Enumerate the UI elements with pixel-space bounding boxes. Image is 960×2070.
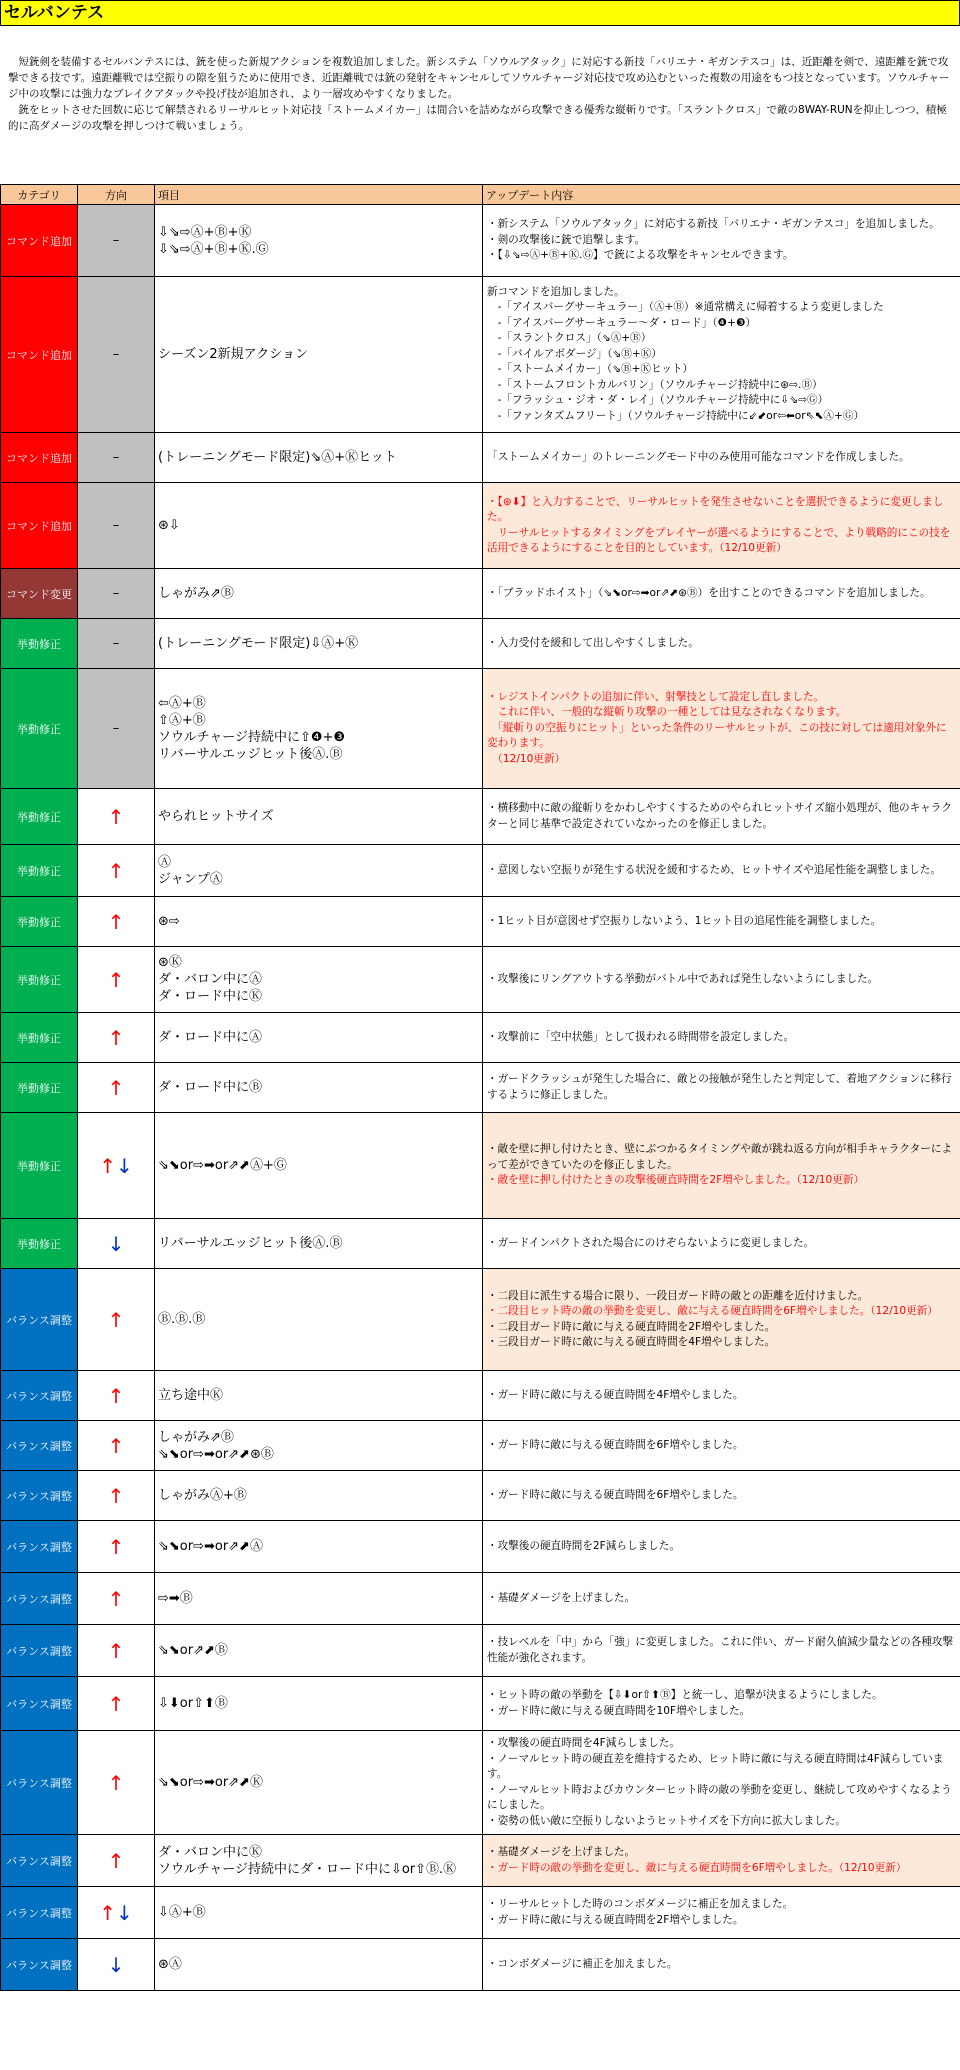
arrow-up-icon: ↑ [107,1638,125,1663]
content-line: ・二段目に派生する場合に限り、一段目ガード時の敵との距離を近付けました。 [487,1289,869,1302]
header-content: アップデート内容 [483,185,960,205]
table-row [1,669,960,789]
arrow-up-icon: ↑ [107,1691,125,1716]
direction-cell [78,947,155,1013]
content-line: ・攻撃後の硬直時間を2F減らしました。 [487,1539,680,1552]
table-row [1,947,960,1013]
content-line: ・敵を壁に押し付けたとき、壁にぶつかるタイミングや敵が跳ね返る方向が相手キャラクターによって差ができていたのを修正しました。 [487,1143,953,1171]
content-line: -「スラントクロス」（⇘Ⓐ+Ⓑ） [487,332,652,345]
direction-cell [78,1731,155,1835]
arrow-down-icon: ↓ [116,1153,133,1178]
content-cell [483,1625,960,1677]
direction-cell [78,789,155,845]
content-line: 「縦斬りの空振りにヒット」といった条件のリーサルヒットが、この技に対しては適用対象外に変わります。 [487,721,947,750]
arrow-up-icon: ↑ [107,909,125,934]
arrow-up-icon: ↑ [107,967,125,992]
table-row [1,569,960,619]
content-line: ・「ブラッドホイスト」（⇘⬊or⇨➡or⇗⬈⊛Ⓑ）を出すことのできるコマンドを追加しました。 [487,586,931,599]
table-row [1,1731,960,1835]
arrow-up-icon: ↑ [107,1383,125,1408]
direction-cell [78,1063,155,1113]
direction-cell [78,1939,155,1991]
item-cell: ⇩⬇or⇧⬆Ⓑ [155,1677,483,1731]
item-cell: ⊛⇨ [155,897,483,947]
direction-cell [78,1835,155,1887]
item-cell: しゃがみ⇗Ⓑ ⇘⬊or⇨➡or⇗⬈⊛Ⓑ [155,1421,483,1471]
category-cell: コマンド変更 [1,569,78,619]
item-cell: Ⓐ ジャンプⒶ [155,845,483,897]
content-line: ・入力受付を緩和して出しやすくしました。 [487,636,699,649]
category-cell: バランス調整 [1,1421,78,1471]
direction-cell [78,1625,155,1677]
content-cell [483,1521,960,1573]
content-cell [483,1013,960,1063]
category-cell: コマンド追加 [1,205,78,277]
item-cell: シーズン2新規アクション [155,277,483,433]
direction-cell [78,1887,155,1939]
category-cell: 挙動修正 [1,1219,78,1269]
direction-cell [78,1219,155,1269]
table-row [1,897,960,947]
content-line: ・攻撃前に「空中状態」として扱われる時間帯を設定しました。 [487,1030,795,1043]
content-cell [483,1835,960,1887]
content-cell [483,1269,960,1371]
content-line: ・1ヒット目が意図せず空振りしないよう、1ヒット目の追尾性能を調整しました。 [487,914,882,927]
item-cell: 立ち途中Ⓚ [155,1371,483,1421]
arrow-up-icon: ↑ [99,1900,116,1925]
direction-cell [78,1113,155,1219]
table-row [1,789,960,845]
content-line: （12/10更新） [487,752,566,765]
arrow-up-icon: ↑ [99,1153,116,1178]
arrow-up-icon: ↑ [107,858,125,883]
content-line: ・技レベルを「中」から「強」に変更しました。これに伴い、ガード耐久値減少量などの各種攻撃性能が強化されます。 [487,1636,954,1664]
table-row [1,1521,960,1573]
content-line: ・ノーマルヒット時の硬直差を維持するため、ヒット時に敵に与える硬直時間は4F減らしています。 [487,1752,944,1780]
category-cell: 挙動修正 [1,845,78,897]
item-cell: ⇩Ⓐ+Ⓑ [155,1887,483,1939]
content-line: -「ファンタズムフリート」（ソウルチャージ持続中に⇙⬋or⇦⬅or⇖⬉Ⓐ+Ⓖ） [487,409,865,422]
direction-cell [78,897,155,947]
category-cell: コマンド追加 [1,433,78,483]
table-row [1,1625,960,1677]
table-row [1,1887,960,1939]
item-cell: (トレーニングモード限定)⇩Ⓐ+Ⓚ [155,619,483,669]
page-title: セルバンテス [0,0,960,26]
category-cell: バランス調整 [1,1835,78,1887]
content-line: -「バイルアボダージ」（⇘Ⓑ+Ⓚ） [487,347,662,360]
direction-cell [78,845,155,897]
arrow-up-icon: ↑ [107,1075,125,1100]
table-row [1,1421,960,1471]
item-cell: ⇘⬊or⇨➡or⇗⬈Ⓐ+Ⓖ [155,1113,483,1219]
content-cell [483,1677,960,1731]
content-cell [483,277,960,433]
table-row [1,1573,960,1625]
arrow-up-icon: ↑ [107,1025,125,1050]
content-cell [483,789,960,845]
item-cell: ⊛Ⓚ ダ・バロン中にⒶ ダ・ロード中にⓀ [155,947,483,1013]
content-cell [483,1063,960,1113]
arrow-up-icon: ↑ [107,1848,125,1873]
content-line: ・ガードインパクトされた場合にのけぞらないように変更しました。 [487,1236,815,1249]
direction-cell [78,1013,155,1063]
category-cell: バランス調整 [1,1939,78,1991]
intro-paragraph-2: 銃をヒットさせた回数に応じて解禁されるリーサルヒット対応技「ストームメイカー」は間合いを詰めながら攻撃できる優秀な縦斬りです。「スラントクロス」で敵の8WAY-RUNを抑止しつつ、積極的に高ダメージの攻撃を押しつけて戦いましょう。 [8,104,947,132]
content-line: -「ストームメイカー」（⇘Ⓑ+Ⓚヒット） [487,363,694,376]
header-direction: 方向 [78,185,155,205]
table-row [1,1371,960,1421]
item-cell: Ⓑ.Ⓑ.Ⓑ [155,1269,483,1371]
content-line: これに伴い、一般的な縦斬り攻撃の一種としては見なされなくなります。 [487,706,847,719]
direction-cell [78,1371,155,1421]
category-cell: 挙動修正 [1,1063,78,1113]
item-cell: やられヒットサイズ [155,789,483,845]
content-line: ・ガード時に敵に与える硬直時間を2F増やしました。 [487,1913,744,1926]
content-line: ・ノーマルヒット時およびカウンターヒット時の敵の挙動を変更し、継続して攻めやすくなるようにしました。 [487,1783,952,1811]
intro-paragraph-1: 短銃剣を装備するセルバンテスには、銃を使った新規アクションを複数追加しました。新システム「ソウルアタック」に対応する新技「バリエナ・ギガンテスコ」は、近距離を剣で、遠距離を銃で攻撃できる技です。遠距離戦では空振りの隙を狙うために使用でき、近距離戦では銃の発射をキャンセルしてソウルチャージ対応技で攻め込むといった複数の用途をもつ技となっています。ソウルチャージ中の攻撃には強力なブレイクアタックや投げ技が追加され、より一層攻めやすくなりました。 [8,56,950,100]
direction-cell [78,1471,155,1521]
content-cell [483,1219,960,1269]
content-line: ・ガードクラッシュが発生した場合に、敵との接触が発生したと判定して、着地アクションに移行するように修正しました。 [487,1073,952,1101]
content-cell [483,1421,960,1471]
content-line: ・二段目ガード時に敵に与える硬直時間を2F増やしました。 [487,1320,776,1333]
category-cell: バランス調整 [1,1731,78,1835]
content-line: -「アイスバーグサーキュラー」（Ⓐ+Ⓑ）※通常構えに帰着するよう変更しました [487,301,884,314]
direction-cell [78,1573,155,1625]
content-cell [483,1371,960,1421]
category-cell: 挙動修正 [1,1013,78,1063]
direction-cell [78,1521,155,1573]
direction-cell: – [78,205,155,277]
content-cell [483,619,960,669]
category-cell: コマンド追加 [1,483,78,569]
table-row [1,1939,960,1991]
category-cell: 挙動修正 [1,1113,78,1219]
item-cell: ⊛Ⓐ [155,1939,483,1991]
content-line: ・リーサルヒットした時のコンボダメージに補正を加えました。 [487,1898,794,1910]
table-row [1,1013,960,1063]
content-line: ・新システム「ソウルアタック」に対応する新技「バリエナ・ギガンテスコ」を追加しました。 [487,218,940,231]
item-cell: ⇘⬊or⇗⬈Ⓑ [155,1625,483,1677]
table-row [1,1471,960,1521]
item-cell: ⊛⇩ [155,483,483,569]
content-cell [483,1887,960,1939]
category-cell: 挙動修正 [1,947,78,1013]
content-cell [483,1113,960,1219]
content-line: ・剣の攻撃後に銃で追撃します。 [487,233,646,246]
content-line: -「アイスバーグサーキュラー～ダ・ロード」（❹+❸） [487,316,756,329]
content-cell [483,947,960,1013]
header-category: カテゴリ [1,185,78,205]
category-cell: バランス調整 [1,1521,78,1573]
item-cell: ダ・ロード中にⒶ [155,1013,483,1063]
arrow-up-icon: ↑ [107,1770,125,1795]
category-cell: 挙動修正 [1,897,78,947]
content-line: ・【⇩⇘⇨Ⓐ+Ⓑ+Ⓚ.Ⓖ】で銃による攻撃をキャンセルできます。 [487,249,794,262]
category-cell: 挙動修正 [1,669,78,789]
content-cell [483,897,960,947]
content-cell [483,1731,960,1835]
content-cell [483,669,960,789]
table-row [1,1219,960,1269]
direction-cell [78,1421,155,1471]
item-cell: ⇦Ⓐ+Ⓑ ⇧Ⓐ+Ⓑ ソウルチャージ持続中に⇧❹+❸ リバーサルエッジヒット後Ⓐ.Ⓑ [155,669,483,789]
content-cell [483,205,960,277]
table-row [1,1677,960,1731]
arrow-up-icon: ↑ [107,1483,125,1508]
table-row [1,483,960,569]
item-cell: ⇩⇘⇨Ⓐ+Ⓑ+Ⓚ ⇩⇘⇨Ⓐ+Ⓑ+Ⓚ.Ⓖ [155,205,483,277]
content-line: 新コマンドを追加しました。 [487,285,625,298]
table-row [1,433,960,483]
content-cell [483,845,960,897]
content-line: ・横移動中に敵の縦斬りをかわしやすくするためのやられヒットサイズ縮小処理が、他のキャラクターと同じ基準で設定されていなかったのを修正しました。 [487,802,952,830]
table-header-row [1,185,960,205]
header-item: 項目 [155,185,483,205]
item-cell: ⇘⬊or⇨➡or⇗⬈Ⓐ [155,1521,483,1573]
intro-text [0,26,960,184]
table-row [1,1269,960,1371]
content-line: 「ストームメイカー」のトレーニングモード中のみ使用可能なコマンドを作成しました。 [487,450,910,463]
content-line: ・攻撃後の硬直時間を4F減らしました。 [487,1737,680,1749]
content-line: ・基礎ダメージを上げました。 [487,1591,636,1604]
arrow-up-icon: ↑ [107,804,125,829]
arrow-down-icon: ↓ [107,1952,125,1977]
category-cell: バランス調整 [1,1573,78,1625]
content-line: ・攻撃後にリングアウトする挙動がバトル中であれば発生しないようにしました。 [487,972,879,985]
arrow-up-icon: ↑ [107,1433,125,1458]
direction-cell: – [78,619,155,669]
item-cell: ⇘⬊or⇨➡or⇗⬈Ⓚ [155,1731,483,1835]
category-cell: 挙動修正 [1,789,78,845]
content-cell [483,1939,960,1991]
content-line: ・意図しない空振りが発生する状況を緩和するため、ヒットサイズや追尾性能を調整しました。 [487,863,941,876]
content-line: ・基礎ダメージを上げました。 [487,1846,636,1858]
direction-cell: – [78,277,155,433]
item-cell: ⇨➡Ⓑ [155,1573,483,1625]
item-cell: ダ・ロード中にⒷ [155,1063,483,1113]
content-cell [483,433,960,483]
table-row [1,1063,960,1113]
item-cell: リバーサルエッジヒット後Ⓐ.Ⓑ [155,1219,483,1269]
content-line: ・二段目ヒット時の敵の挙動を変更し、敵に与える硬直時間を6F増やしました。（12/10更新） [487,1305,938,1317]
category-cell: コマンド追加 [1,277,78,433]
arrow-up-icon: ↑ [107,1586,125,1611]
table-row [1,205,960,277]
content-line: ・ガード時に敵に与える硬直時間を10F増やしました。 [487,1704,751,1717]
content-cell [483,569,960,619]
content-cell [483,1471,960,1521]
category-cell: バランス調整 [1,1887,78,1939]
category-cell: バランス調整 [1,1677,78,1731]
arrow-down-icon: ↓ [107,1231,125,1256]
table-row [1,277,960,433]
direction-cell: – [78,669,155,789]
content-line: ・ヒット時の敵の挙動を【⇩⬇or⇧⬆Ⓑ】と統一し、追撃が決まるようにしました。 [487,1689,883,1701]
direction-cell [78,1269,155,1371]
content-line: ・ガード時に敵に与える硬直時間を4F増やしました。 [487,1388,744,1401]
content-line: ・レジストインパクトの追加に伴い、射撃技として設定し直しました。 [487,690,825,703]
category-cell: バランス調整 [1,1371,78,1421]
item-cell: しゃがみ⇗Ⓑ [155,569,483,619]
category-cell: バランス調整 [1,1471,78,1521]
arrow-up-icon: ↑ [107,1534,125,1559]
direction-cell [78,1677,155,1731]
content-cell [483,1573,960,1625]
content-line: ・コンボダメージに補正を加えました。 [487,1957,678,1970]
arrow-down-icon: ↓ [116,1900,133,1925]
table-row [1,619,960,669]
direction-cell: – [78,569,155,619]
item-cell: (トレーニングモード限定)⇘Ⓐ+Ⓚヒット [155,433,483,483]
content-line: ・【⊛⬇】と入力することで、リーサルヒットを発生させないことを選択できるように変更しました。 [487,495,944,523]
category-cell: バランス調整 [1,1269,78,1371]
content-line: ・三段目ガード時に敵に与える硬直時間を4F増やしました。 [487,1336,776,1348]
item-cell: ダ・バロン中にⓀ ソウルチャージ持続中にダ・ロード中に⇩or⇧Ⓑ.Ⓚ [155,1835,483,1887]
content-line: リーサルヒットするタイミングをプレイヤーが選べるようにすることで、より戦略的にこの技を活用できるようにすることを目的としています。（12/10更新） [487,526,951,554]
content-line: ・ガード時の敵の挙動を変更し、敵に与える硬直時間を6F増やしました。（12/10更新） [487,1861,907,1874]
table-row [1,1835,960,1887]
content-line: -「フラッシュ・ジオ・ダ・レイ」（ソウルチャージ持続中に⇩⇘⇨Ⓖ） [487,394,829,407]
content-line: -「ストームフロントカルバリン」（ソウルチャージ持続中に⊛⇨.Ⓑ） [487,378,823,391]
category-cell: 挙動修正 [1,619,78,669]
table-row [1,1113,960,1219]
arrow-up-icon: ↑ [107,1307,125,1332]
item-cell: しゃがみⒶ+Ⓑ [155,1471,483,1521]
content-line: ・ガード時に敵に与える硬直時間を6F増やしました。 [487,1488,744,1501]
update-table [0,184,960,1991]
content-cell [483,483,960,569]
category-cell: バランス調整 [1,1625,78,1677]
direction-cell: – [78,483,155,569]
content-line: ・姿勢の低い敵に空振りしないようヒットサイズを下方向に拡大しました。 [487,1814,847,1827]
content-line: ・敵を壁に押し付けたときの攻撃後硬直時間を2F増やしました。（12/10更新） [487,1174,865,1187]
table-row [1,845,960,897]
direction-cell: – [78,433,155,483]
content-line: ・ガード時に敵に与える硬直時間を6F増やしました。 [487,1438,744,1451]
